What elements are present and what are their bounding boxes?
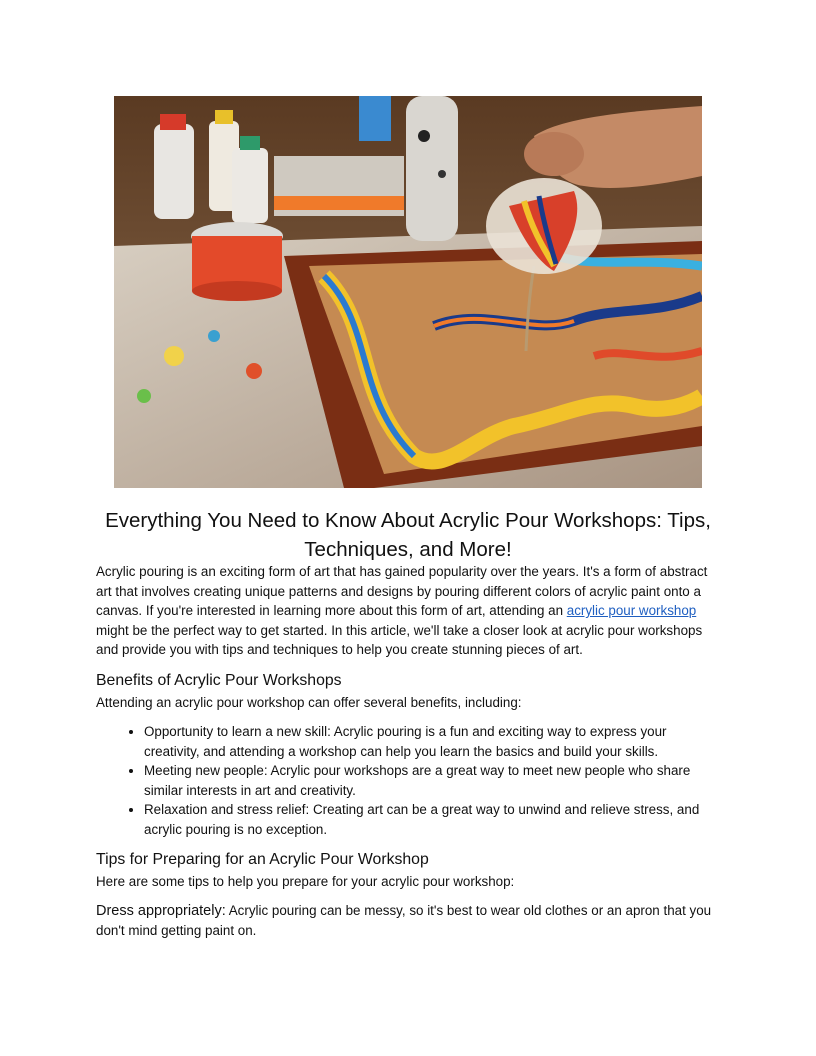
- benefits-list: [96, 722, 720, 839]
- benefits-heading: Benefits of Acrylic Pour Workshops: [96, 671, 342, 689]
- tips-heading: Tips for Preparing for an Acrylic Pour Workshop: [96, 851, 429, 868]
- hero-image: [114, 96, 702, 488]
- tips-lead: Here are some tips to help you prepare for your acrylic pour workshop:: [96, 874, 515, 889]
- dress-text: Acrylic pouring can be messy, so it's best to wear old clothes or an apron that you don't mind getting paint on.: [96, 902, 712, 938]
- list-item: • Meeting new people: Acrylic pour workshops are a great way to meet new people who share similar interests in art and creativity.: [144, 761, 720, 800]
- dress-paragraph: [96, 901, 720, 941]
- intro-text: Acrylic pouring is an exciting form of art that has gained popularity over the years. It's a form of abstract art that involves creating unique patterns and designs by pouring different colors of acrylic paint onto a canvas. If you're interested in learning more about this form of art, attending an: [96, 564, 708, 618]
- intro-text-continued: might be the perfect way to get started. In this article, we'll take a closer look at acrylic pour workshops and provide you with tips and techniques to help you create stunning pieces of art.: [96, 622, 703, 657]
- list-item: • Relaxation and stress relief: Creating art can be a great way to unwind and relieve stress, and acrylic pouring is no exception.: [144, 800, 720, 839]
- acrylic-pour-photo: [114, 96, 702, 488]
- dress-label: Dress appropriately:: [96, 902, 226, 919]
- intro-paragraph: [96, 562, 720, 660]
- list-item: • Opportunity to learn a new skill: Acrylic pouring is a fun and exciting way to express your creativity, and attending a workshop can help you learn the basics and build your skills.: [144, 722, 720, 761]
- acrylic-pour-workshop-link[interactable]: acrylic pour workshop: [566, 603, 697, 618]
- article-body: [96, 562, 720, 941]
- page-title: Everything You Need to Know About Acrylic Pour Workshops: Tips, Techniques, and More!: [105, 509, 711, 561]
- benefits-lead: Attending an acrylic pour workshop can offer several benefits, including:: [96, 694, 522, 710]
